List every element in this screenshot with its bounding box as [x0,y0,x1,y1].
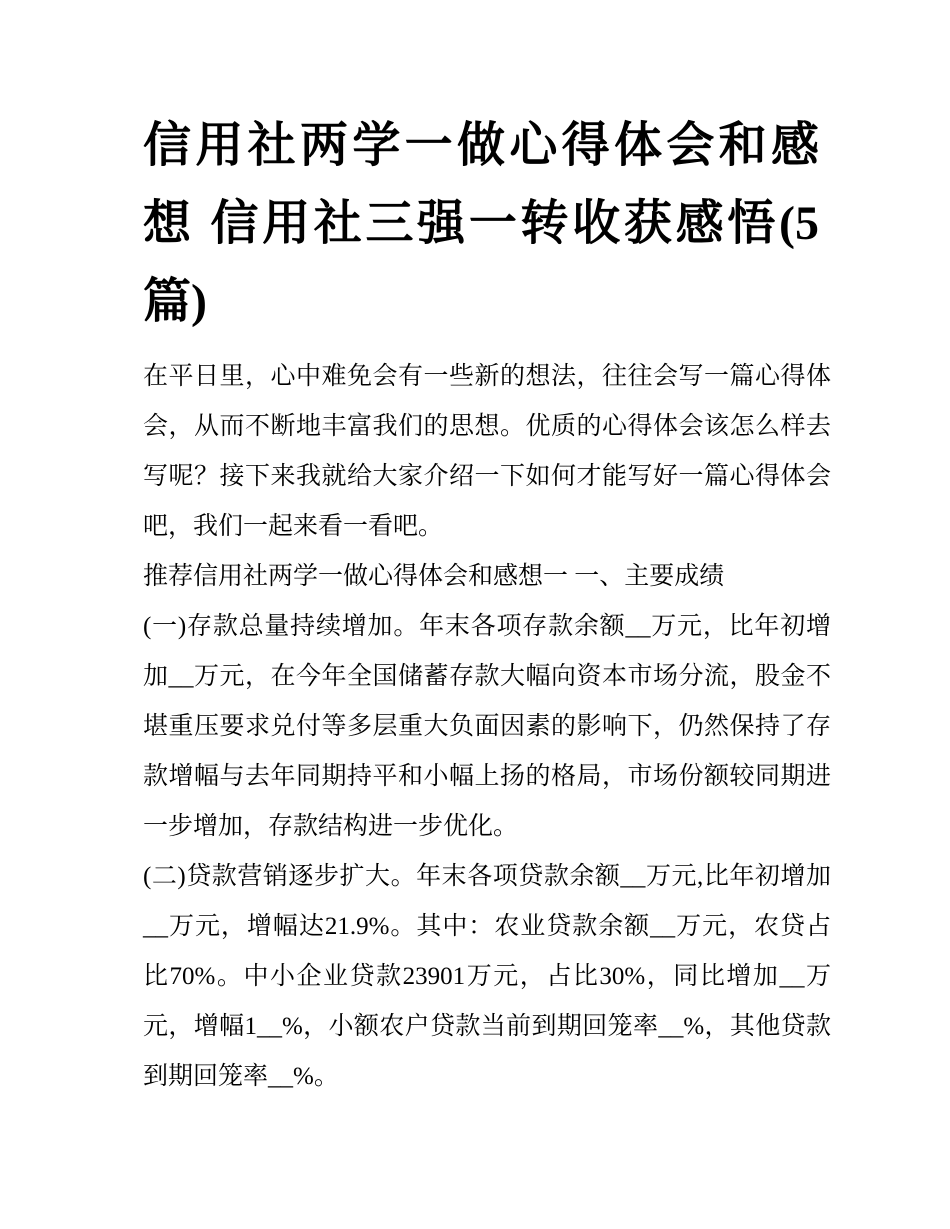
title-line: 信用社两学一做心得体会和感 [143,119,819,172]
body-line: 一步增加，存款结构进一步优化。 [143,813,519,840]
body-line: 加__万元，在今年全国储蓄存款大幅向资本市场分流，股金不 [143,663,831,690]
body-line: (一)存款总量持续增加。年末各项存款余额__万元，比年初增 [143,613,831,640]
body-line: 推荐信用社两学一做心得体会和感想一 一、主要成绩 [143,563,725,590]
title-line: 想 信用社三强一转收获感悟(5 [143,197,819,250]
body-line: 元，增幅1__%，小额农户贷款当前到期回笼率__%，其他贷款 [143,1013,831,1040]
body-line: 比70%。中小企业贷款23901万元，占比30%，同比增加__万 [143,963,831,990]
body-line: 款增幅与去年同期持平和小幅上扬的格局，市场份额较同期进 [143,763,831,790]
document-title [143,107,819,341]
body-line: 到期回笼率__%。 [143,1063,339,1090]
body-line: (二)贷款营销逐步扩大。年末各项贷款余额__万元,比年初增加 [143,863,831,890]
body-line: 会，从而不断地丰富我们的思想。优质的心得体会该怎么样去 [143,413,831,440]
body-line: 在平日里，心中难免会有一些新的想法，往往会写一篇心得体 [143,363,831,390]
document-body [143,352,831,1102]
body-line: 写呢？接下来我就给大家介绍一下如何才能写好一篇心得体会 [143,463,831,490]
title-line: 篇) [143,275,207,328]
body-line: 堪重压要求兑付等多层重大负面因素的影响下，仍然保持了存 [143,713,831,740]
body-line: __万元，增幅达21.9%。其中：农业贷款余额__万元，农贷占 [143,913,831,940]
body-line: 吧，我们一起来看一看吧。 [143,513,444,540]
